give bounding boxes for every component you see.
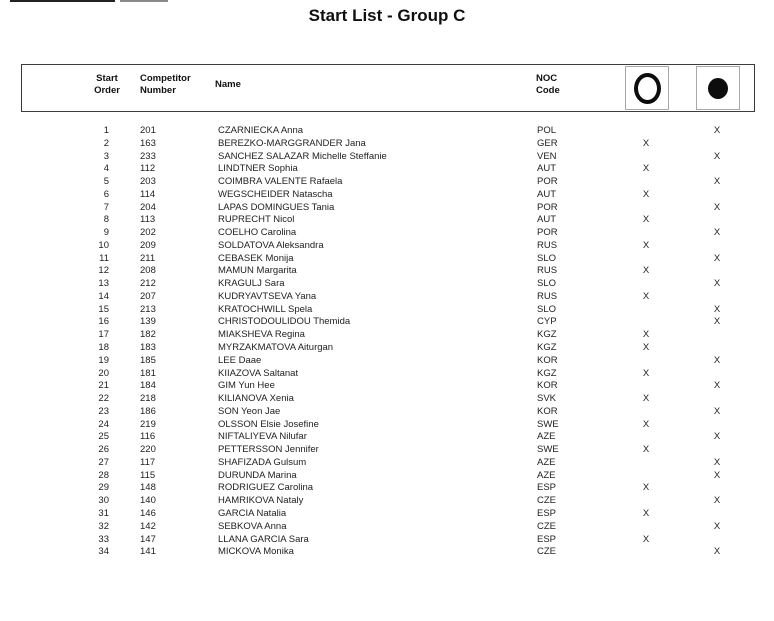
competitor-name-cell: LLANA GARCIA Sara [218, 533, 309, 545]
noc-code-cell: RUS [537, 239, 558, 251]
cropped-text-artifact [10, 0, 115, 2]
competitor-name-cell: RUPRECHT Nicol [218, 214, 295, 226]
start-order-cell: 30 [98, 495, 109, 507]
competitor-number-cell: 186 [140, 405, 156, 417]
competitor-name-cell: OLSSON Elsie Josefine [218, 418, 319, 430]
start-order-cell: 9 [103, 227, 109, 239]
ball-mark-cell: X [713, 125, 721, 136]
competitor-number-cell: 208 [140, 265, 156, 277]
start-order-cell: 24 [98, 418, 109, 430]
hoop-icon [634, 73, 661, 104]
ball-mark-cell: X [713, 495, 721, 507]
start-order-cell: 22 [98, 393, 109, 405]
noc-code-cell: KOR [537, 380, 558, 392]
table-row [0, 304, 774, 317]
start-order-cell: 1 [103, 125, 109, 136]
noc-code-cell: ESP [537, 482, 557, 494]
table-row [0, 521, 774, 534]
competitor-number-cell: 204 [140, 201, 156, 213]
noc-code-cell: SWE [537, 444, 559, 456]
noc-code-cell: CZE [537, 520, 556, 532]
noc-code-cell: POL [537, 125, 557, 136]
noc-code-cell: CZE [537, 546, 556, 558]
hoop-mark-cell: X [642, 482, 650, 494]
column-header-hoop [625, 66, 669, 110]
competitor-number-cell: 209 [140, 239, 156, 251]
table-row [0, 393, 774, 406]
competitor-number-cell: 114 [140, 188, 156, 200]
column-header-noc-code: NOC Code [536, 73, 560, 96]
competitor-number-cell: 219 [140, 418, 156, 430]
competitor-number-cell: 201 [140, 125, 156, 136]
start-order-cell: 17 [98, 329, 109, 341]
start-order-cell: 27 [98, 456, 109, 468]
table-row [0, 227, 774, 240]
hoop-mark-cell: X [642, 290, 650, 302]
competitor-number-cell: 146 [140, 507, 156, 519]
start-order-cell: 7 [103, 201, 109, 213]
page-title: Start List - Group C [308, 6, 466, 25]
table-row [0, 240, 774, 253]
competitor-number-cell: 140 [140, 495, 156, 507]
competitor-number-cell: 115 [140, 469, 156, 481]
table-row [0, 546, 774, 559]
ball-mark-cell: X [713, 316, 721, 328]
start-order-cell: 10 [98, 239, 109, 251]
table-row [0, 151, 774, 164]
table-row [0, 291, 774, 304]
competitor-number-cell: 213 [140, 303, 156, 315]
table-row [0, 470, 774, 483]
competitor-number-cell: 163 [140, 137, 156, 149]
noc-code-cell: ESP [537, 507, 557, 519]
start-order-cell: 2 [103, 137, 109, 149]
competitor-number-cell: 220 [140, 444, 156, 456]
start-order-cell: 19 [98, 354, 109, 366]
noc-code-cell: AUT [537, 214, 556, 226]
competitor-name-cell: CZARNIECKA Anna [218, 125, 304, 136]
competitor-name-cell: CHRISTODOULIDOU Themida [218, 316, 351, 328]
table-row [0, 508, 774, 521]
hoop-mark-cell: X [642, 367, 650, 379]
competitor-number-cell: 113 [140, 214, 156, 226]
noc-code-cell: SLO [537, 252, 557, 264]
ball-mark-cell: X [713, 176, 721, 188]
competitor-number-cell: 207 [140, 290, 156, 302]
start-order-cell: 6 [103, 188, 109, 200]
start-order-cell: 20 [98, 367, 109, 379]
competitor-number-cell: 141 [140, 546, 156, 558]
competitor-name-cell: COELHO Carolina [218, 227, 297, 239]
competitor-name-cell: LAPAS DOMINGUES Tania [218, 201, 335, 213]
table-rows [0, 125, 774, 559]
hoop-mark-cell: X [642, 239, 650, 251]
hoop-mark-cell: X [642, 393, 650, 405]
competitor-name-cell: RODRIGUEZ Carolina [218, 482, 314, 494]
column-header-name: Name [215, 79, 241, 90]
start-order-cell: 21 [98, 380, 109, 392]
competitor-number-cell: 112 [140, 163, 156, 175]
competitor-name-cell: LEE Daae [218, 354, 262, 366]
table-row [0, 368, 774, 381]
hoop-mark-cell: X [642, 163, 650, 175]
competitor-name-cell: SON Yeon Jae [218, 405, 281, 417]
hoop-mark-cell: X [642, 418, 650, 430]
start-order-cell: 8 [103, 214, 109, 226]
competitor-name-cell: KUDRYAVTSEVA Yana [218, 290, 317, 302]
competitor-number-cell: 184 [140, 380, 156, 392]
table-row [0, 278, 774, 291]
hoop-mark-cell: X [642, 214, 650, 226]
start-order-cell: 32 [98, 520, 109, 532]
noc-code-cell: SWE [537, 418, 559, 430]
noc-code-cell: AZE [537, 431, 556, 443]
table-row [0, 125, 774, 138]
competitor-name-cell: WEGSCHEIDER Natascha [218, 188, 333, 200]
competitor-name-cell: SOLDATOVA Aleksandra [218, 239, 324, 251]
start-order-cell: 23 [98, 405, 109, 417]
competitor-number-cell: 218 [140, 393, 156, 405]
ball-mark-cell: X [713, 380, 721, 392]
noc-code-cell: KOR [537, 405, 558, 417]
noc-code-cell: RUS [537, 290, 558, 302]
hoop-mark-cell: X [642, 265, 650, 277]
competitor-name-cell: KIIAZOVA Saltanat [218, 367, 299, 379]
competitor-number-cell: 202 [140, 227, 156, 239]
table-row [0, 380, 774, 393]
competitor-name-cell: SEBKOVA Anna [218, 520, 287, 532]
competitor-name-cell: CEBASEK Monija [218, 252, 294, 264]
competitor-number-cell: 185 [140, 354, 156, 366]
ball-mark-cell: X [713, 431, 721, 443]
hoop-mark-cell: X [642, 137, 650, 149]
ball-mark-cell: X [713, 456, 721, 468]
ball-mark-cell: X [713, 227, 721, 239]
competitor-name-cell: SHAFIZADA Gulsum [218, 456, 307, 468]
noc-code-cell: SLO [537, 303, 557, 315]
noc-code-cell: POR [537, 201, 558, 213]
table-row [0, 265, 774, 278]
table-row [0, 444, 774, 457]
table-row [0, 253, 774, 266]
hoop-mark-cell: X [642, 533, 650, 545]
competitor-number-cell: 211 [140, 252, 156, 264]
table-row [0, 495, 774, 508]
start-order-cell: 29 [98, 482, 109, 494]
noc-code-cell: SLO [537, 278, 557, 290]
noc-code-cell: RUS [537, 265, 558, 277]
table-row [0, 355, 774, 368]
competitor-name-cell: GARCIA Natalia [218, 507, 287, 519]
competitor-number-cell: 181 [140, 367, 156, 379]
competitor-name-cell: DURUNDA Marina [218, 469, 297, 481]
table-row [0, 214, 774, 227]
start-order-cell: 26 [98, 444, 109, 456]
competitor-name-cell: BEREZKO-MARGGRANDER Jana [218, 137, 366, 149]
noc-code-cell: CZE [537, 495, 556, 507]
hoop-mark-cell: X [642, 188, 650, 200]
start-order-cell: 11 [99, 252, 109, 264]
start-order-cell: 18 [98, 342, 109, 354]
noc-code-cell: CYP [537, 316, 557, 328]
noc-code-cell: KGZ [537, 329, 557, 341]
ball-mark-cell: X [713, 520, 721, 532]
competitor-number-cell: 182 [140, 329, 156, 341]
ball-icon [708, 78, 728, 99]
noc-code-cell: POR [537, 227, 558, 239]
table-row [0, 329, 774, 342]
start-order-cell: 12 [98, 265, 109, 277]
noc-code-cell: VEN [537, 150, 557, 162]
noc-code-cell: GER [537, 137, 558, 149]
competitor-name-cell: MIAKSHEVA Regina [218, 329, 305, 341]
competitor-number-cell: 203 [140, 176, 156, 188]
competitor-number-cell: 183 [140, 342, 156, 354]
competitor-number-cell: 142 [140, 520, 156, 532]
competitor-number-cell: 233 [140, 150, 156, 162]
column-header-start-order: Start Order [94, 73, 120, 96]
start-order-cell: 28 [98, 469, 109, 481]
ball-mark-cell: X [713, 546, 721, 558]
competitor-name-cell: GIM Yun Hee [218, 380, 275, 392]
competitor-name-cell: KRAGULJ Sara [218, 278, 285, 290]
competitor-number-cell: 147 [140, 533, 156, 545]
table-row [0, 419, 774, 432]
noc-code-cell: SVK [537, 393, 557, 405]
table-row [0, 482, 774, 495]
start-order-cell: 16 [98, 316, 109, 328]
start-order-cell: 3 [103, 150, 109, 162]
table-row [0, 457, 774, 470]
ball-mark-cell: X [713, 405, 721, 417]
hoop-mark-cell: X [642, 329, 650, 341]
table-row [0, 189, 774, 202]
ball-mark-cell: X [713, 278, 721, 290]
competitor-name-cell: COIMBRA VALENTE Rafaela [218, 176, 343, 188]
table-row [0, 342, 774, 355]
cropped-text-artifact [120, 0, 168, 2]
ball-mark-cell: X [713, 252, 721, 264]
start-order-cell: 4 [103, 163, 109, 175]
competitor-name-cell: PETTERSSON Jennifer [218, 444, 319, 456]
competitor-name-cell: MAMUN Margarita [218, 265, 297, 277]
table-row [0, 202, 774, 215]
competitor-name-cell: SANCHEZ SALAZAR Michelle Steffanie [218, 150, 387, 162]
competitor-number-cell: 212 [140, 278, 156, 290]
ball-mark-cell: X [713, 469, 721, 481]
competitor-number-cell: 116 [140, 431, 156, 443]
start-order-cell: 33 [98, 533, 109, 545]
noc-code-cell: KOR [537, 354, 558, 366]
table-row [0, 431, 774, 444]
column-header-competitor-number: Competitor Number [140, 73, 191, 96]
table-row [0, 163, 774, 176]
hoop-mark-cell: X [642, 342, 650, 354]
competitor-name-cell: MICKOVA Monika [218, 546, 294, 558]
competitor-name-cell: HAMRIKOVA Nataly [218, 495, 304, 507]
start-order-cell: 13 [98, 278, 109, 290]
start-order-cell: 5 [103, 176, 109, 188]
noc-code-cell: AUT [537, 163, 556, 175]
competitor-number-cell: 139 [140, 316, 156, 328]
table-row [0, 316, 774, 329]
noc-code-cell: AUT [537, 188, 556, 200]
ball-mark-cell: X [713, 201, 721, 213]
hoop-mark-cell: X [642, 444, 650, 456]
start-order-cell: 34 [98, 546, 109, 558]
competitor-name-cell: KRATOCHWILL Spela [218, 303, 313, 315]
table-header [21, 64, 755, 112]
competitor-name-cell: MYRZAKMATOVA Aiturgan [218, 342, 334, 354]
competitor-number-cell: 117 [140, 456, 156, 468]
hoop-mark-cell: X [642, 507, 650, 519]
competitor-name-cell: KILIANOVA Xenia [218, 393, 294, 405]
noc-code-cell: AZE [537, 456, 556, 468]
table-row [0, 534, 774, 547]
column-header-ball [696, 66, 740, 110]
table-row [0, 176, 774, 189]
ball-mark-cell: X [713, 303, 721, 315]
start-order-cell: 25 [98, 431, 109, 443]
table-row [0, 406, 774, 419]
noc-code-cell: KGZ [537, 367, 557, 379]
noc-code-cell: ESP [537, 533, 557, 545]
ball-mark-cell: X [713, 150, 721, 162]
ball-mark-cell: X [713, 354, 721, 366]
start-order-cell: 31 [98, 507, 109, 519]
competitor-name-cell: LINDTNER Sophia [218, 163, 298, 175]
noc-code-cell: POR [537, 176, 558, 188]
noc-code-cell: AZE [537, 469, 556, 481]
start-order-cell: 15 [98, 303, 109, 315]
table-row [0, 138, 774, 151]
start-order-cell: 14 [98, 290, 109, 302]
competitor-name-cell: NIFTALIYEVA Nilufar [218, 431, 307, 443]
competitor-number-cell: 148 [140, 482, 156, 494]
noc-code-cell: KGZ [537, 342, 557, 354]
